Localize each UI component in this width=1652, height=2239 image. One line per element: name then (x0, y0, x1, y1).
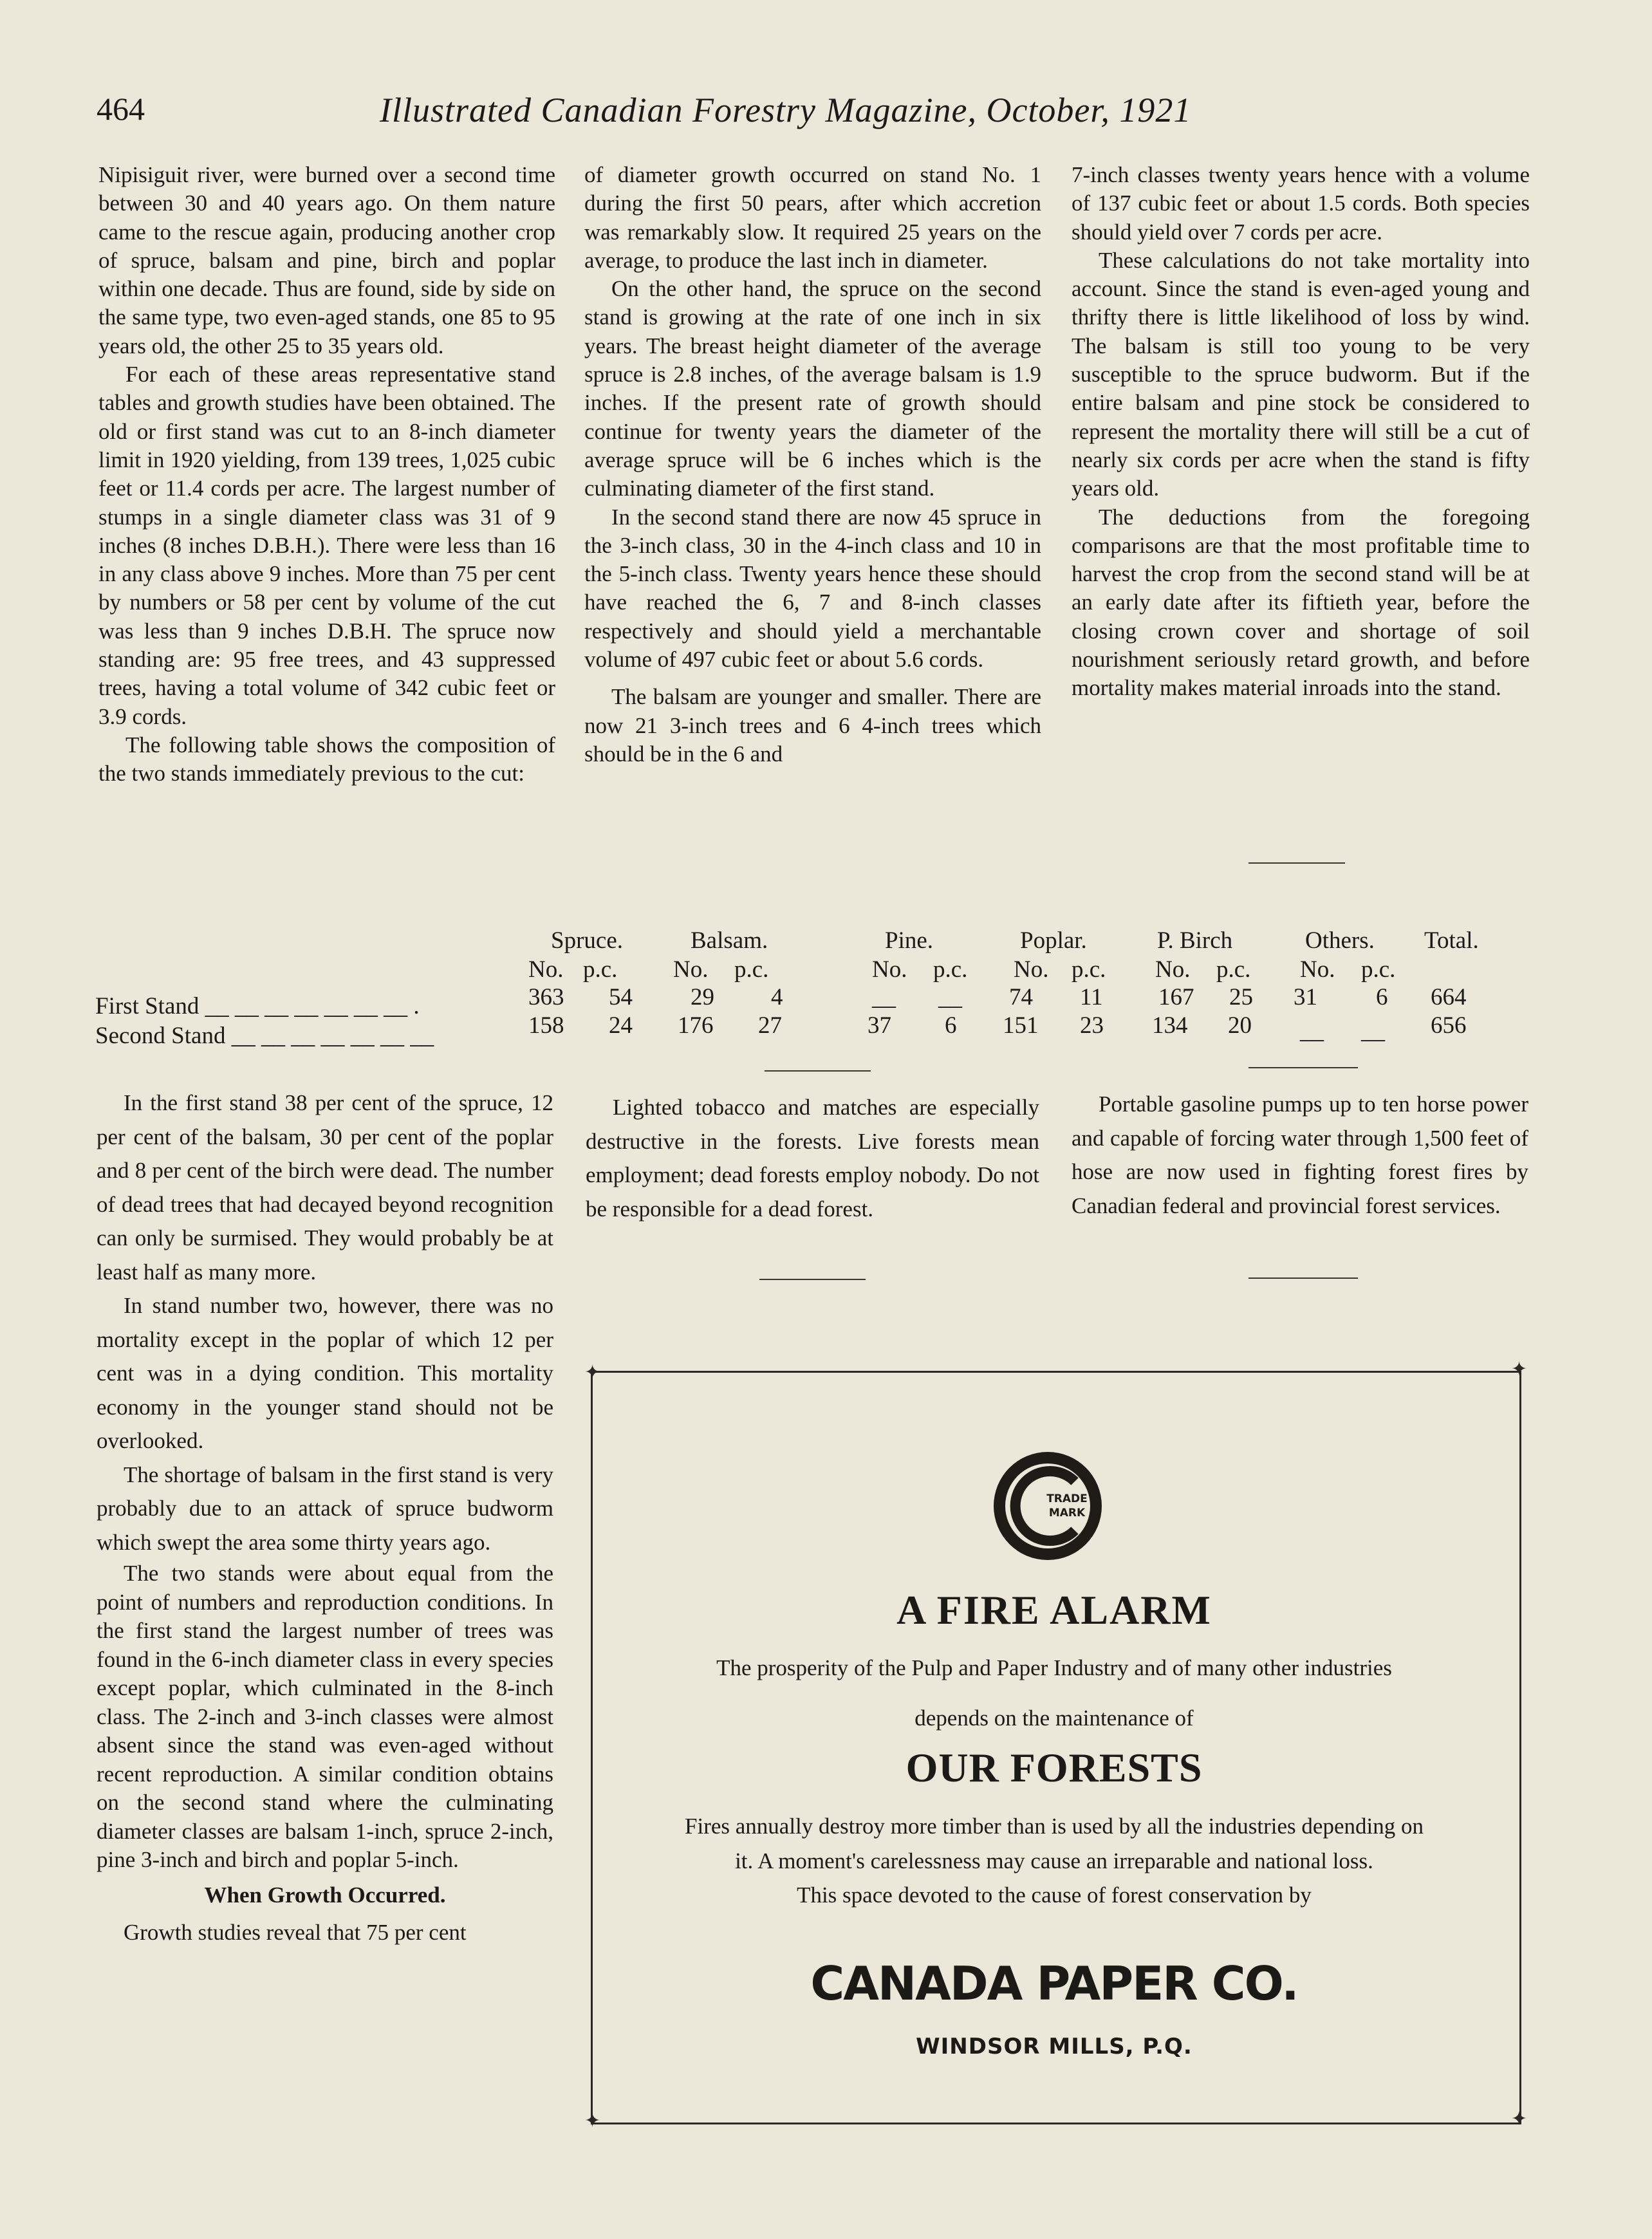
table-cell: 29 (691, 984, 714, 1010)
paragraph: On the other hand, the spruce on the second stand is growing at the rate of one inch in six years. The breast height diameter of the average spruce is 2.8 inches, of the average balsam is 1.9 inches. If the present rate of growth should continue for twenty years the diameter of the average spruce will be 6 inches which is the culminating diameter of the first stand. (584, 276, 1041, 501)
paragraph: Lighted tobacco and matches are especially destructive in the forests. Live forests mean employment; dead forests employ nobody. Do not be responsible for a dead forest. (586, 1095, 1039, 1222)
table-header-total: Total. (1424, 927, 1479, 954)
filler-note-tobacco (586, 1091, 1039, 1226)
table-cell: 167 (1158, 984, 1194, 1010)
paragraph: The following table shows the composition of the two stands immediately previous to the cut: (98, 732, 555, 786)
article-column-2 (584, 161, 1041, 768)
table-cell: 363 (528, 984, 564, 1010)
section-subheading: When Growth Occurred. (204, 1882, 446, 1908)
table-cell: 24 (609, 1012, 633, 1039)
ad-subheadline: OUR FORESTS (905, 1745, 1203, 1790)
page-header (97, 90, 1532, 142)
table-subheader: No. (872, 956, 907, 983)
paragraph: The deductions from the foregoing comparisons are that the most profitable time to harvest the crop from the second stand will be at an early date after its fiftieth year, before the closing crown cover and shortage of soil nourishment seriously retard growth, and before mortality makes material inroads into the stand. (1072, 504, 1530, 701)
table-header-balsam: Balsam. (691, 927, 768, 954)
table-subheader: p.c. (1361, 956, 1396, 983)
table-cell: 11 (1080, 984, 1103, 1010)
ad-text-line: The prosperity of the Pulp and Paper Industry and of many other industries (716, 1655, 1392, 1680)
table-subheader: p.c. (1072, 956, 1106, 983)
table-cell: 151 (1003, 1012, 1039, 1039)
table-header-pine: Pine. (885, 927, 934, 954)
paragraph: The shortage of balsam in the first stand is very probably due to an attack of spruce budworm which swept the area some thirty years ago. (97, 1462, 553, 1555)
table-subheader: No. (528, 956, 564, 983)
table-divider-rule (765, 1070, 871, 1072)
paragraph: Portable gasoline pumps up to ten horse power and capable of forcing water through 1,500 feet of hose are now used in fighting forest fires by Canadian federal and provincial forest services. (1072, 1092, 1528, 1218)
table-cell: 4 (771, 984, 783, 1010)
ad-headline: A FIRE ALARM (896, 1587, 1212, 1633)
table-cell: 158 (528, 1012, 564, 1039)
paragraph: of diameter growth occurred on stand No. 1 during the first 50 pears, after which accretion was remarkably slow. It required 25 years on the average, to produce the last inch in diameter. (584, 162, 1041, 273)
table-cell: __ (938, 984, 962, 1010)
table-cell: 664 (1431, 984, 1467, 1010)
ad-text-line: depends on the maintenance of (914, 1705, 1194, 1731)
table-header-spruce: Spruce. (551, 927, 623, 954)
article-lower-column (97, 1086, 553, 1950)
table-cell: 656 (1431, 1012, 1467, 1039)
table-divider-rule (1248, 1067, 1358, 1068)
article-column-1 (98, 161, 555, 788)
table-cell: __ (872, 984, 896, 1010)
note-divider-rule (759, 1279, 866, 1280)
ornament-icon: ✦ (1511, 2108, 1528, 2130)
paragraph: These calculations do not take mortality into account. Since the stand is even-aged young and thrifty there is little likelihood of loss by wind. The balsam is still too young to be very susceptible to the spruce budworm. But if the entire balsam and pine stock be considered to represent the mortality there will still be a cut of nearly six cords per acre when the stand is fifty years old. (1072, 247, 1530, 501)
ornament-icon: ✦ (584, 2110, 601, 2132)
column-divider-rule (1248, 862, 1345, 864)
table-cell: 37 (868, 1012, 891, 1039)
ad-text-line: Fires annually destroy more timber than is used by all the industries depending on (685, 1814, 1424, 1839)
table-cell: 25 (1229, 984, 1253, 1010)
paragraph: The two stands were about equal from the point of numbers and reproduction conditions. In the first stand the largest number of trees was found in the 6-inch diameter class in every species except poplar, which culminated in the 8-inch class. The 2-inch and 3-inch classes were almost absent since the stand was even-aged without recent reproduction. A similar condition obtains on the second stand where the culminating diameter classes are balsam 1-inch, spruce 2-inch, pine 3-inch and birch and poplar 5-inch. (97, 1561, 553, 1872)
filler-note-pumps (1072, 1088, 1528, 1223)
table-subheader: p.c. (1216, 956, 1251, 983)
ornament-icon: ✦ (584, 1362, 601, 1383)
paragraph: 7-inch classes twenty years hence with a volume of 137 cubic feet or about 1.5 cords. Both species should yield over 7 cords per acre. (1072, 162, 1530, 245)
company-name: CANADA PAPER CO. (810, 1956, 1298, 2011)
table-cell: __ (1361, 1017, 1385, 1044)
paragraph: In stand number two, however, there was no mortality except in the poplar of which 12 per cent was in a dying condition. This mortality economy in the younger stand should not be overlooked. (97, 1293, 553, 1453)
table-subheader: p.c. (734, 956, 769, 983)
paragraph: Growth studies reveal that 75 per cent (124, 1920, 467, 1945)
paragraph: In the second stand there are now 45 spruce in the 3-inch class, 30 in the 4-inch class and 10 in the 5-inch class. Twenty years hence these should have reached the 6, 7 and 8-inch classes respectively and should yield a merchantable volume of 497 cubic feet or about 5.6 cords. (584, 504, 1041, 673)
table-subheader: No. (1155, 956, 1191, 983)
table-header-others: Others. (1305, 927, 1375, 954)
table-cell: 134 (1152, 1012, 1188, 1039)
paragraph: For each of these areas representative stand tables and growth studies have been obtained. The old or first stand was cut to an 8-inch diameter limit in 1920 yielding, from 139 trees, 1,025 cubic feet or 11.4 cords per acre. The largest number of stumps in a single diameter class was 31 of 9 inches (8 inches D.B.H.). There were less than 16 in any class above 9 inches. More than 75 per cent by numbers or 58 per cent by volume of the cut was less than 9 inches D.B.H. The spruce now standing are: 95 free trees, and 43 suppressed trees, having a total volume of 342 cubic feet or 3.9 cords. (98, 362, 555, 729)
paragraph: In the first stand 38 per cent of the spruce, 12 per cent of the balsam, 30 per cent of the poplar and 8 per cent of the birch were dead. The number of dead trees that had decayed beyond recognition can only be surmised. They would probably be at least half as many more. (97, 1090, 553, 1285)
table-subheader: p.c. (933, 956, 968, 983)
table-cell: 74 (1009, 984, 1033, 1010)
table-cell: 31 (1294, 984, 1317, 1010)
table-cell: 27 (758, 1012, 782, 1039)
table-subheader: No. (1300, 956, 1335, 983)
table-subheader: p.c. (583, 956, 618, 983)
table-row-label: First Stand __ __ __ __ __ __ __ . (95, 993, 420, 1019)
table-cell: __ (1300, 1017, 1324, 1044)
table-row-label: Second Stand __ __ __ __ __ __ __ (95, 1023, 434, 1049)
logo-text: TRADE (1046, 1492, 1088, 1505)
table-cell: 176 (678, 1012, 714, 1039)
table-subheader: No. (1014, 956, 1049, 983)
page-number: 464 (97, 91, 145, 127)
table-subheader: No. (673, 956, 709, 983)
table-cell: 23 (1080, 1012, 1104, 1039)
logo-text: MARK (1048, 1507, 1086, 1519)
magazine-title: Illustrated Canadian Forestry Magazine, October, 1921 (380, 91, 1192, 129)
table-cell: 6 (1376, 984, 1388, 1010)
ornament-icon: ✦ (1511, 1359, 1528, 1380)
ad-text-line: This space devoted to the cause of forest conservation by (797, 1882, 1312, 1908)
article-column-3 (1072, 161, 1530, 703)
paragraph: The balsam are younger and smaller. There are now 21 3-inch trees and 6 4-inch trees which should be in the 6 and (584, 684, 1041, 766)
company-location: WINDSOR MILLS, P.Q. (916, 2034, 1193, 2059)
table-cell: 54 (609, 984, 633, 1010)
table-header-birch: P. Birch (1157, 927, 1233, 954)
table-header-poplar: Poplar. (1020, 927, 1087, 954)
ad-text-line: it. A moment's carelessness may cause an irreparable and national loss. (735, 1848, 1373, 1873)
trade-mark-logo (990, 1448, 1106, 1564)
stand-composition-table (95, 927, 1511, 1055)
note-divider-rule (1248, 1277, 1358, 1279)
paragraph: Nipisiguit river, were burned over a second time between 30 and 40 years ago. On them nature came to the rescue again, producing another crop of spruce, balsam and pine, birch and poplar within one decade. Thus are found, side by side on the same type, two even-aged stands, one 85 to 95 years old, the other 25 to 35 years old. (98, 162, 555, 358)
table-cell: 6 (945, 1012, 957, 1039)
table-cell: 20 (1228, 1012, 1252, 1039)
